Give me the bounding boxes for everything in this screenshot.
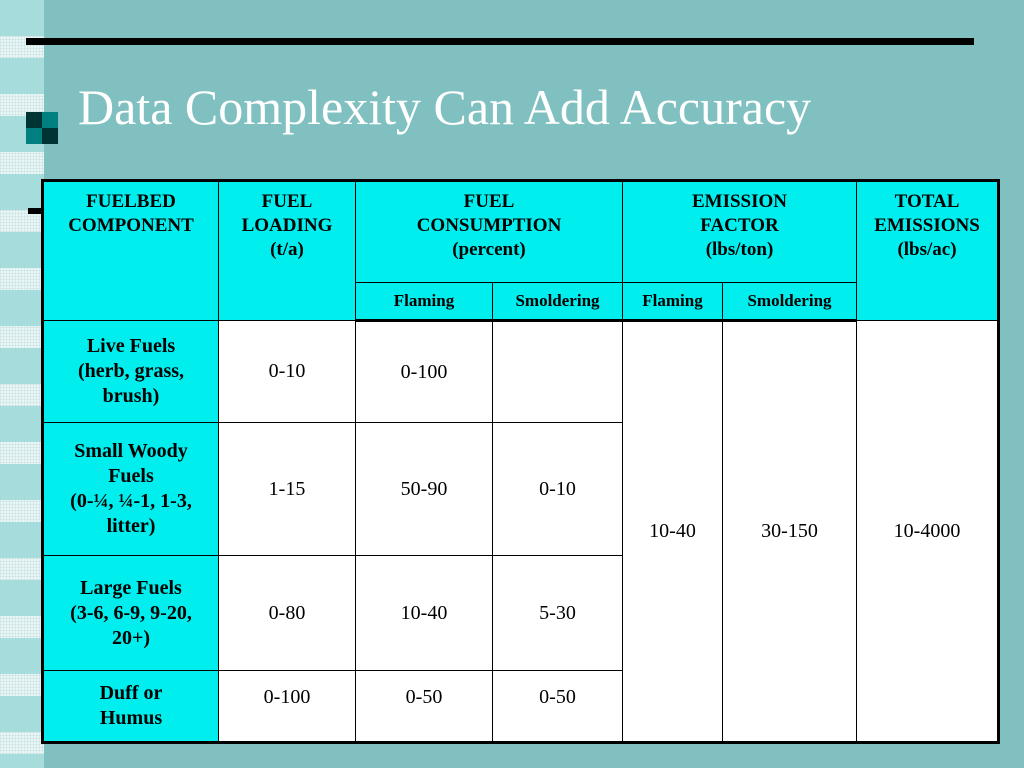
fuel-loading-cell: 0-80 <box>219 556 356 671</box>
subheader-emission-smoldering: Smoldering <box>723 283 857 321</box>
component-text: litter) <box>106 515 156 537</box>
fuel-loading-cell: 0-100 <box>219 671 356 743</box>
header-text: (lbs/ton) <box>705 238 774 260</box>
subheader-consumption-smoldering: Smoldering <box>493 283 623 321</box>
consumption-flaming-cell: 0-100 <box>356 321 493 423</box>
fuel-loading-cell: 0-10 <box>219 321 356 423</box>
component-text: Large Fuels <box>80 576 182 599</box>
dash-bullet-icon <box>28 208 42 214</box>
title-top-rule <box>26 38 974 45</box>
fuel-emissions-table <box>41 179 1000 744</box>
component-text: Live Fuels <box>86 335 176 357</box>
header-text: FUELBED <box>86 191 176 212</box>
header-fuel-consumption <box>356 181 623 283</box>
header-fuelbed-component <box>43 181 219 321</box>
consumption-smoldering-cell: 0-50 <box>493 671 623 743</box>
header-text: (percent) <box>452 238 526 260</box>
emission-smoldering-merged-cell: 30-150 <box>723 321 857 743</box>
header-text: (lbs/ac) <box>897 238 957 260</box>
component-text: 20+) <box>111 626 151 649</box>
slide-title: Data Complexity Can Add Accuracy <box>78 79 812 135</box>
component-text: Duff or <box>99 682 163 704</box>
header-text: FUEL <box>463 191 515 212</box>
header-text: CONSUMPTION <box>416 214 562 236</box>
total-emissions-merged-cell: 10-4000 <box>857 321 999 743</box>
header-text: FUEL <box>261 191 313 212</box>
consumption-smoldering-cell: 5-30 <box>493 556 623 671</box>
component-text: Small Woody <box>74 440 188 462</box>
component-text: Humus <box>99 707 163 729</box>
consumption-flaming-cell: 50-90 <box>356 423 493 556</box>
fuelbed-component-cell <box>43 321 219 423</box>
component-text: (0-¼, ¼-1, 1-3, <box>70 490 192 512</box>
component-text: brush) <box>102 385 160 407</box>
header-text: (t/a) <box>270 238 304 260</box>
fuel-emissions-table-container <box>41 179 1000 744</box>
table-row <box>43 321 999 423</box>
header-text: TOTAL <box>894 191 960 212</box>
subheader-consumption-flaming: Flaming <box>356 283 493 321</box>
component-text: (3-6, 6-9, 9-20, <box>70 601 192 624</box>
consumption-smoldering-cell <box>493 321 623 423</box>
four-square-bullet-icon <box>26 112 58 144</box>
emission-flaming-merged-cell: 10-40 <box>623 321 723 743</box>
fuelbed-component-cell <box>43 556 219 671</box>
fuelbed-component-cell <box>43 423 219 556</box>
component-text: Fuels <box>108 465 154 487</box>
header-row <box>43 181 999 283</box>
header-fuel-loading <box>219 181 356 321</box>
header-text: FACTOR <box>700 214 779 236</box>
header-emission-factor <box>623 181 857 283</box>
consumption-smoldering-cell: 0-10 <box>493 423 623 556</box>
header-total-emissions <box>857 181 999 321</box>
header-text: COMPONENT <box>68 214 194 236</box>
header-text: LOADING <box>241 214 333 236</box>
component-text: (herb, grass, <box>77 360 185 382</box>
header-text: EMISSIONS <box>874 214 980 236</box>
header-text: EMISSION <box>691 191 788 212</box>
fuel-loading-cell: 1-15 <box>219 423 356 556</box>
consumption-flaming-cell: 0-50 <box>356 671 493 743</box>
consumption-flaming-cell: 10-40 <box>356 556 493 671</box>
fuelbed-component-cell <box>43 671 219 743</box>
subheader-emission-flaming: Flaming <box>623 283 723 321</box>
